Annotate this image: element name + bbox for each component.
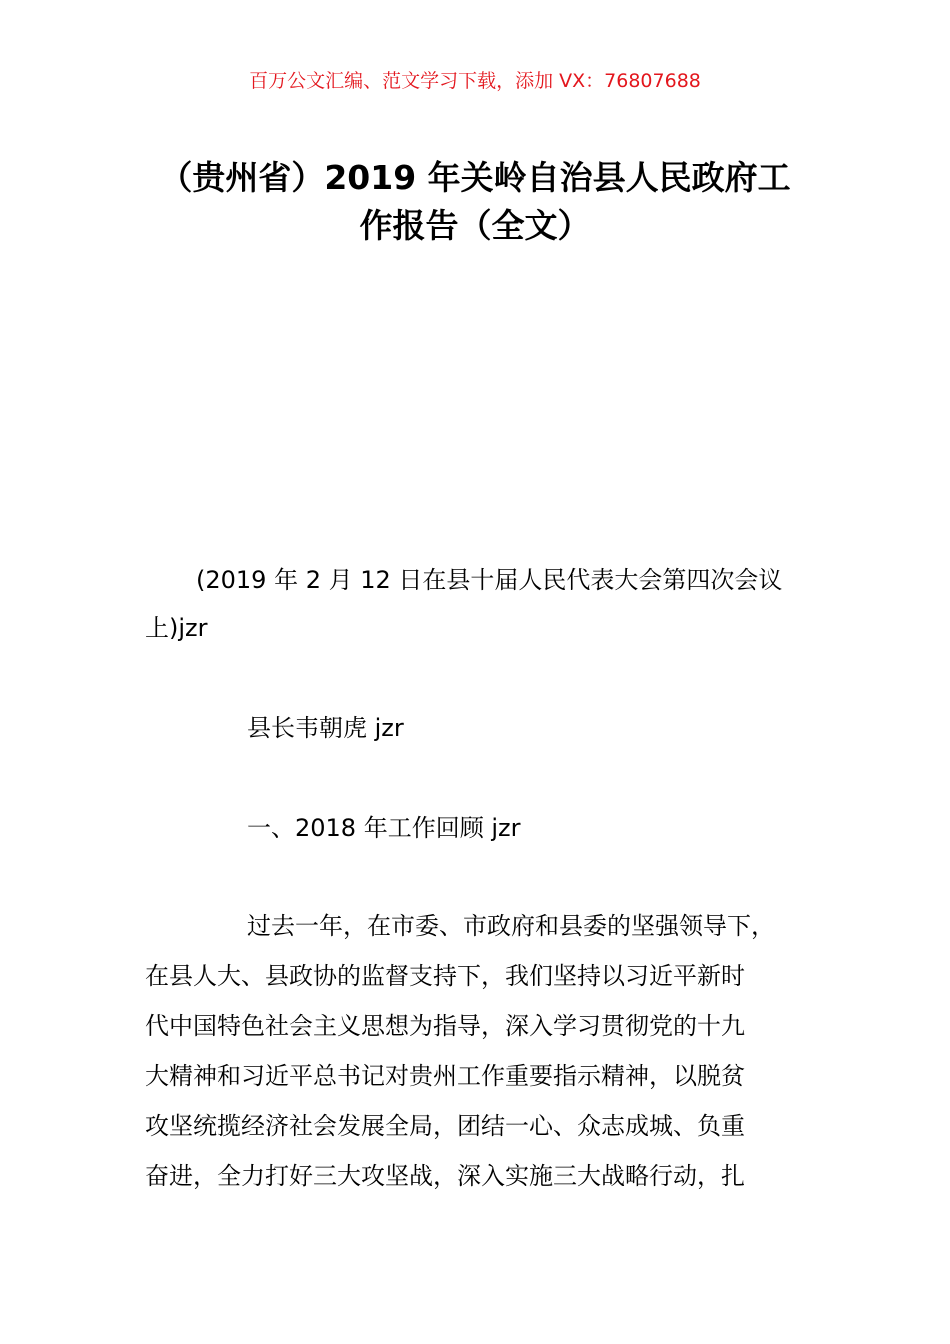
paragraph-line: 奋进，全力打好三大攻坚战，深入实施三大战略行动，扎 — [145, 1162, 745, 1190]
meeting-info-line-2: 上)jzr — [145, 614, 208, 642]
meeting-info-line-1: (2019 年 2 月 12 日在县十届人民代表大会第四次会议 — [196, 566, 783, 594]
watermark-banner: 百万公文汇编、范文学习下载，添加 VX：76807688 — [249, 70, 701, 92]
paragraph-line: 过去一年，在市委、市政府和县委的坚强领导下， — [247, 912, 775, 940]
document-title-line-1: （贵州省）2019 年关岭自治县人民政府工 — [159, 158, 791, 197]
paragraph-line: 代中国特色社会主义思想为指导，深入学习贯彻党的十九 — [145, 1012, 745, 1040]
speaker-line: 县长韦朝虎 jzr — [247, 714, 404, 742]
paragraph-line: 大精神和习近平总书记对贵州工作重要指示精神，以脱贫 — [145, 1062, 745, 1090]
paragraph-line: 攻坚统揽经济社会发展全局，团结一心、众志成城、负重 — [145, 1112, 745, 1140]
document-title-line-2: 作报告（全文） — [359, 206, 591, 245]
section-heading: 一、2018 年工作回顾 jzr — [247, 814, 521, 842]
paragraph-line: 在县人大、县政协的监督支持下，我们坚持以习近平新时 — [145, 962, 745, 990]
